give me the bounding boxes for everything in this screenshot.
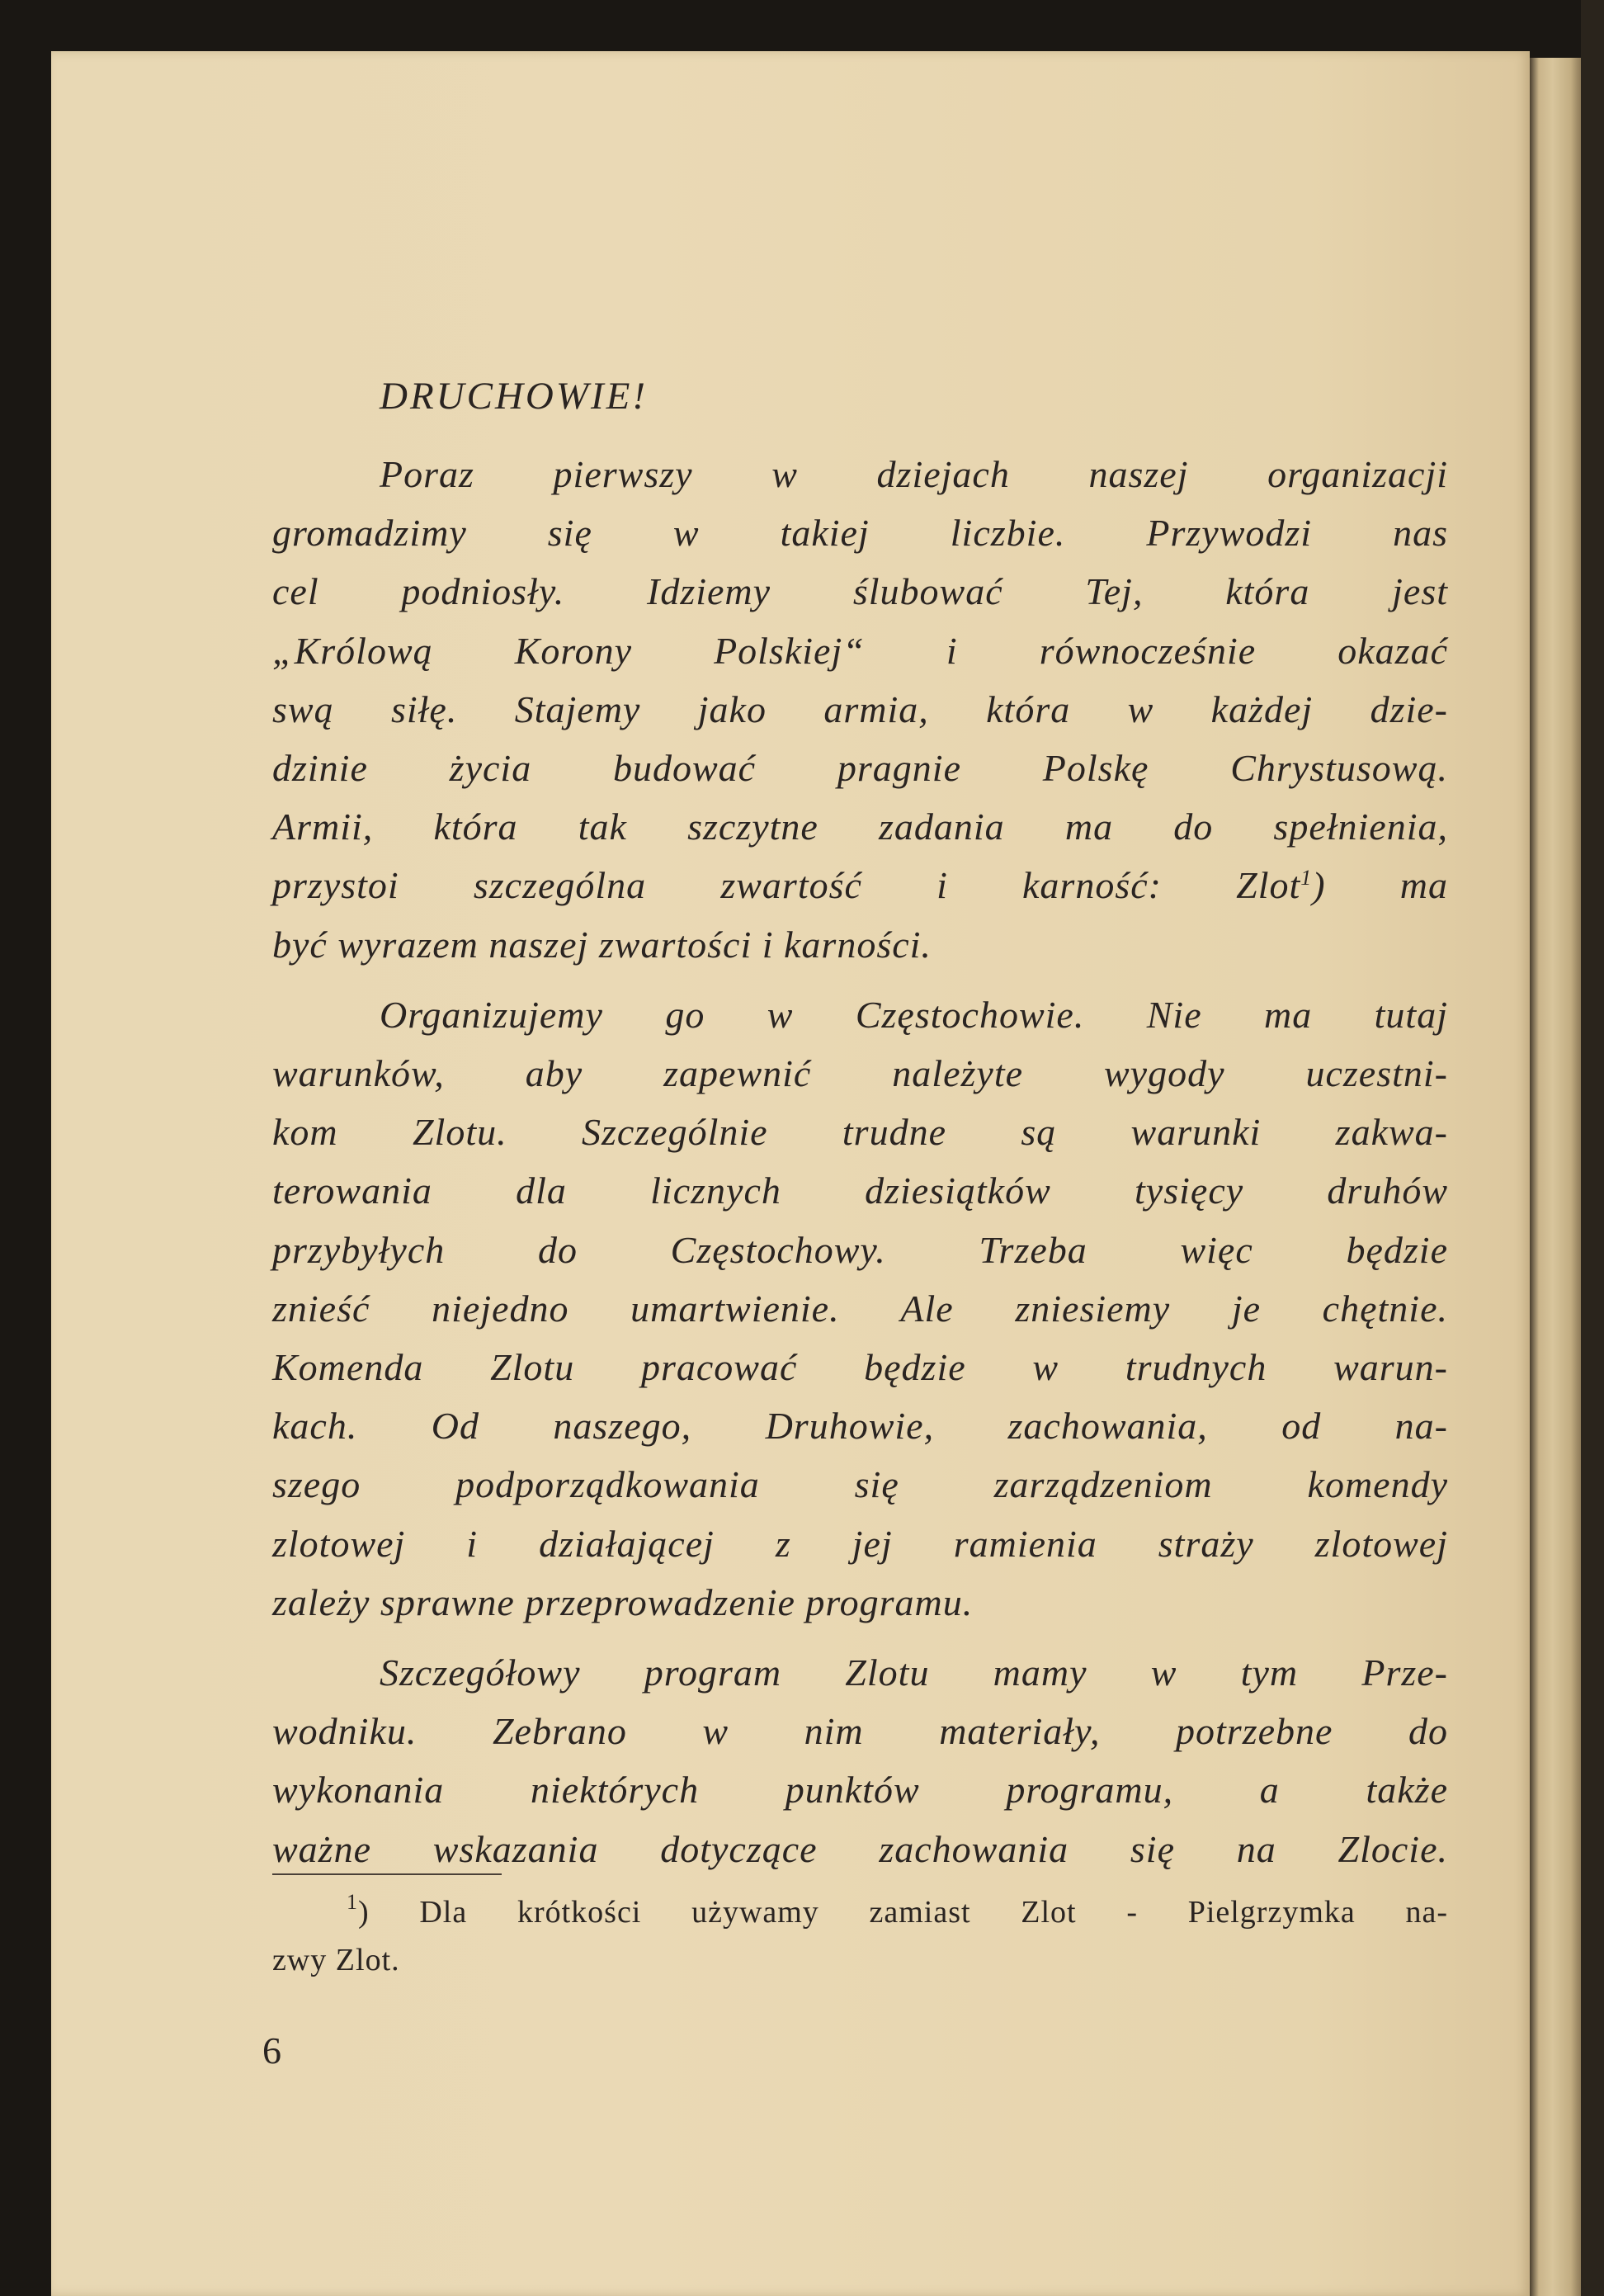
text-line: Poraz pierwszy w dziejach naszej organizacji: [380, 453, 1448, 495]
paragraph-1: [272, 445, 1448, 974]
text-line: ważne wskazania dotyczące zachowania się na Zlocie.: [272, 1827, 1448, 1870]
text-line: gromadzimy się w takiej liczbie. Przywodzi nas: [272, 512, 1448, 555]
footnote-line: [272, 1888, 1448, 1936]
footnote-divider: [272, 1873, 502, 1875]
page-number: 6: [262, 2029, 281, 2072]
text-line: warunków, aby zapewnić należyte wygody uczestni-: [272, 1052, 1448, 1095]
text-line: kach. Od naszego, Druhowie, zachowania, od na-: [272, 1405, 1448, 1448]
footnote-reference: 1: [1300, 866, 1313, 891]
text-line: zależy sprawne przeprowadzenie programu.: [272, 1580, 974, 1623]
text-line: Organizujemy go w Częstochowie. Nie ma tutaj: [380, 993, 1448, 1036]
text-line: terowania dla licznych dziesiątków tysięcy druhów: [272, 1169, 1448, 1212]
text-fragment: ) ma: [1312, 864, 1448, 907]
footnote-marker: 1: [347, 1890, 358, 1914]
footnote-line: zwy Zlot.: [272, 1943, 400, 1977]
text-line: kom Zlotu. Szczególnie trudne są warunki zakwa-: [272, 1111, 1448, 1154]
text-line: dzinie życia budować pragnie Polskę Chrystusową.: [272, 747, 1448, 790]
text-line: cel podniosły. Idziemy ślubować Tej, która jest: [272, 570, 1448, 613]
paragraph-3: [272, 1643, 1448, 1878]
text-line: Szczegółowy program Zlotu mamy w tym Prze-: [380, 1651, 1448, 1694]
book-edge: [1581, 0, 1604, 2296]
main-text: [272, 351, 1448, 1890]
text-line: szego podporządkowania się zarządzeniom komendy: [272, 1463, 1448, 1506]
text-line: znieść niejedno umartwienie. Ale zniesiemy je chętnie.: [272, 1287, 1448, 1330]
text-line: Armii, która tak szczytne zadania ma do spełnienia,: [272, 805, 1448, 848]
text-line: Komenda Zlotu pracować będzie w trudnych warun-: [272, 1346, 1448, 1389]
book-spine: [1530, 58, 1581, 2296]
text-line: swą siłę. Stajemy jako armia, która w każdej dzie-: [272, 687, 1448, 730]
text-fragment: przystoi szczególna zwartość i karność: Zlot: [272, 864, 1301, 907]
text-line-with-footnote-ref: [272, 856, 1448, 914]
text-line: „Królową Korony Polskiej“ i równocześnie okazać: [272, 629, 1448, 672]
text-line: wodniku. Zebrano w nim materiały, potrzebne do: [272, 1710, 1448, 1753]
text-line: wykonania niektórych punktów programu, a także: [272, 1769, 1448, 1812]
text-line: zlotowej i działającej z jej ramienia straży zlotowej: [272, 1522, 1448, 1565]
paragraph-2: [272, 985, 1448, 1632]
text-line: być wyrazem naszej zwartości i karności.: [272, 923, 932, 966]
footnote-text: ) Dla krótkości używamy zamiast Zlot - Pielgrzymka na-: [358, 1895, 1448, 1930]
text-line: przybyłych do Częstochowy. Trzeba więc będzie: [272, 1228, 1448, 1271]
footnote: [272, 1888, 1448, 1984]
heading: DRUCHOWIE!: [380, 375, 648, 418]
